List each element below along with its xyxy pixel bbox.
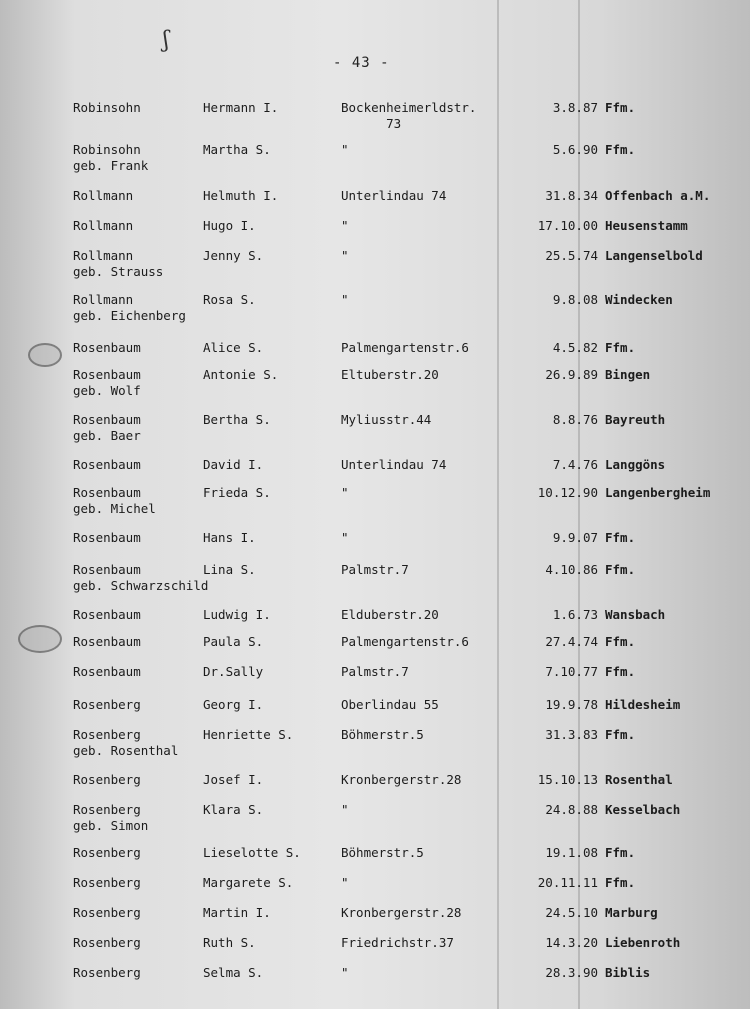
- birth-date-cell: 10.12.90: [537, 485, 598, 500]
- register-row: [0, 142, 750, 176]
- birthplace-cell: Liebenroth: [605, 935, 681, 950]
- register-row: [0, 367, 750, 401]
- birthplace-cell: Ffm.: [605, 845, 636, 860]
- first-name-cell: Josef I.: [203, 772, 264, 787]
- last-name-cell: Rosenberg: [73, 697, 141, 712]
- register-row: [0, 845, 750, 879]
- last-name-cell: Rollmann: [73, 188, 134, 203]
- last-name-cell: Rosenberg: [73, 935, 141, 950]
- register-row: [0, 875, 750, 909]
- birthplace-cell: Windecken: [605, 292, 673, 307]
- birth-date-cell: 31.8.34: [545, 188, 598, 203]
- last-name-cell: Rollmann geb. Strauss: [73, 248, 164, 279]
- birthplace-cell: Hildesheim: [605, 697, 681, 712]
- first-name-cell: Georg I.: [203, 697, 264, 712]
- birthplace-cell: Offenbach a.M.: [605, 188, 711, 203]
- first-name-cell: Hugo I.: [203, 218, 256, 233]
- last-name-cell: Rosenberg: [73, 875, 141, 890]
- birthplace-cell: Ffm.: [605, 875, 636, 890]
- first-name-cell: David I.: [203, 457, 264, 472]
- birth-date-cell: 20.11.11: [537, 875, 598, 890]
- last-name-cell: Rosenberg: [73, 965, 141, 980]
- last-name-cell: Robinsohn: [73, 100, 141, 115]
- birthplace-cell: Ffm.: [605, 562, 636, 577]
- first-name-cell: Frieda S.: [203, 485, 271, 500]
- register-row: [0, 248, 750, 282]
- first-name-cell: Rosa S.: [203, 292, 256, 307]
- birth-date-cell: 3.8.87: [552, 100, 598, 115]
- last-name-cell: Rollmann: [73, 218, 134, 233]
- last-name-cell: Rosenbaum: [73, 457, 141, 472]
- birth-date-cell: 14.3.20: [545, 935, 598, 950]
- first-name-cell: Ludwig I.: [203, 607, 271, 622]
- birthplace-cell: Heusenstamm: [605, 218, 688, 233]
- last-name-cell: Rosenbaum geb. Schwarzschild: [73, 562, 209, 593]
- birthplace-cell: Ffm.: [605, 664, 636, 679]
- address-cell: ": [341, 485, 349, 500]
- birth-date-cell: 19.1.08: [545, 845, 598, 860]
- birthplace-cell: Langenbergheim: [605, 485, 711, 500]
- birthplace-cell: Bayreuth: [605, 412, 666, 427]
- first-name-cell: Lina S.: [203, 562, 256, 577]
- last-name-cell: Robinsohn geb. Frank: [73, 142, 149, 173]
- first-name-cell: Martha S.: [203, 142, 271, 157]
- birth-date-cell: 4.10.86: [545, 562, 598, 577]
- first-name-cell: Dr.Sally: [203, 664, 264, 679]
- register-row: [0, 485, 750, 519]
- address-cell: Friedrichstr.37: [341, 935, 454, 950]
- birthplace-cell: Ffm.: [605, 100, 636, 115]
- last-name-cell: Rosenbaum geb. Wolf: [73, 367, 141, 398]
- first-name-cell: Selma S.: [203, 965, 264, 980]
- birth-date-cell: 27.4.74: [545, 634, 598, 649]
- register-row: [0, 412, 750, 446]
- birth-date-cell: 28.3.90: [545, 965, 598, 980]
- birthplace-cell: Wansbach: [605, 607, 666, 622]
- corner-mark: ʃ: [163, 28, 169, 53]
- address-cell: Eltuberstr.20: [341, 367, 439, 382]
- address-cell: ": [341, 142, 349, 157]
- birthplace-cell: Marburg: [605, 905, 658, 920]
- first-name-cell: Hans I.: [203, 530, 256, 545]
- birthplace-cell: Biblis: [605, 965, 651, 980]
- first-name-cell: Martin I.: [203, 905, 271, 920]
- birthplace-cell: Ffm.: [605, 142, 636, 157]
- register-row: [0, 562, 750, 596]
- address-cell: ": [341, 248, 349, 263]
- address-cell: Oberlindau 55: [341, 697, 439, 712]
- birthplace-cell: Ffm.: [605, 530, 636, 545]
- birthplace-cell: Langgöns: [605, 457, 666, 472]
- birthplace-cell: Kesselbach: [605, 802, 681, 817]
- birthplace-cell: Rosenthal: [605, 772, 673, 787]
- first-name-cell: Margarete S.: [203, 875, 294, 890]
- birth-date-cell: 15.10.13: [537, 772, 598, 787]
- birth-date-cell: 7.4.76: [552, 457, 598, 472]
- last-name-cell: Rosenberg geb. Simon: [73, 802, 149, 833]
- last-name-cell: Rosenberg: [73, 772, 141, 787]
- page-number: - 43 -: [333, 55, 390, 71]
- last-name-cell: Rosenberg geb. Rosenthal: [73, 727, 179, 758]
- first-name-cell: Ruth S.: [203, 935, 256, 950]
- first-name-cell: Hermann I.: [203, 100, 279, 115]
- address-cell: ": [341, 875, 349, 890]
- first-name-cell: Klara S.: [203, 802, 264, 817]
- address-cell: ": [341, 530, 349, 545]
- address-cell: ": [341, 965, 349, 980]
- address-cell: Böhmerstr.5: [341, 845, 424, 860]
- first-name-cell: Helmuth I.: [203, 188, 279, 203]
- last-name-cell: Rosenberg: [73, 845, 141, 860]
- birth-date-cell: 31.3.83: [545, 727, 598, 742]
- register-row: [0, 530, 750, 564]
- register-row: [0, 634, 750, 668]
- birthplace-cell: Bingen: [605, 367, 651, 382]
- birth-date-cell: 24.8.88: [545, 802, 598, 817]
- address-cell: Palmstr.7: [341, 562, 409, 577]
- last-name-cell: Rosenbaum: [73, 607, 141, 622]
- first-name-cell: Paula S.: [203, 634, 264, 649]
- address-cell: Myliusstr.44: [341, 412, 432, 427]
- address-cell: Bockenheimerldstr. 73: [341, 100, 477, 131]
- birth-date-cell: 8.8.76: [552, 412, 598, 427]
- register-row: [0, 664, 750, 698]
- address-cell: Böhmerstr.5: [341, 727, 424, 742]
- birth-date-cell: 1.6.73: [552, 607, 598, 622]
- birth-date-cell: 26.9.89: [545, 367, 598, 382]
- last-name-cell: Rosenbaum: [73, 340, 141, 355]
- last-name-cell: Rosenbaum: [73, 634, 141, 649]
- address-cell: Elduberstr.20: [341, 607, 439, 622]
- register-row: [0, 727, 750, 761]
- birthplace-cell: Ffm.: [605, 634, 636, 649]
- birth-date-cell: 4.5.82: [552, 340, 598, 355]
- birthplace-cell: Ffm.: [605, 727, 636, 742]
- last-name-cell: Rosenbaum: [73, 664, 141, 679]
- birth-date-cell: 25.5.74: [545, 248, 598, 263]
- address-cell: Palmstr.7: [341, 664, 409, 679]
- birth-date-cell: 24.5.10: [545, 905, 598, 920]
- address-cell: Kronbergerstr.28: [341, 905, 462, 920]
- address-cell: ": [341, 292, 349, 307]
- last-name-cell: Rosenbaum geb. Baer: [73, 412, 141, 443]
- register-row: [0, 100, 750, 134]
- last-name-cell: Rosenbaum geb. Michel: [73, 485, 156, 516]
- last-name-cell: Rosenbaum: [73, 530, 141, 545]
- birth-date-cell: 9.8.08: [552, 292, 598, 307]
- birthplace-cell: Ffm.: [605, 340, 636, 355]
- address-cell: Palmengartenstr.6: [341, 340, 469, 355]
- register-row: [0, 965, 750, 999]
- last-name-cell: Rollmann geb. Eichenberg: [73, 292, 186, 323]
- register-row: [0, 772, 750, 806]
- register-row: [0, 218, 750, 252]
- address-cell: Palmengartenstr.6: [341, 634, 469, 649]
- register-row: [0, 697, 750, 731]
- address-cell: Unterlindau 74: [341, 188, 447, 203]
- birth-date-cell: 9.9.07: [552, 530, 598, 545]
- register-row: [0, 905, 750, 939]
- address-cell: Kronbergerstr.28: [341, 772, 462, 787]
- birth-date-cell: 17.10.00: [537, 218, 598, 233]
- first-name-cell: Jenny S.: [203, 248, 264, 263]
- first-name-cell: Henriette S.: [203, 727, 294, 742]
- address-cell: ": [341, 218, 349, 233]
- register-row: [0, 188, 750, 222]
- first-name-cell: Alice S.: [203, 340, 264, 355]
- address-cell: Unterlindau 74: [341, 457, 447, 472]
- first-name-cell: Antonie S.: [203, 367, 279, 382]
- birth-date-cell: 5.6.90: [552, 142, 598, 157]
- first-name-cell: Bertha S.: [203, 412, 271, 427]
- register-row: [0, 802, 750, 836]
- birth-date-cell: 7.10.77: [545, 664, 598, 679]
- register-row: [0, 292, 750, 326]
- last-name-cell: Rosenberg: [73, 905, 141, 920]
- birthplace-cell: Langenselbold: [605, 248, 703, 263]
- first-name-cell: Lieselotte S.: [203, 845, 301, 860]
- register-row: [0, 935, 750, 969]
- address-cell: ": [341, 802, 349, 817]
- birth-date-cell: 19.9.78: [545, 697, 598, 712]
